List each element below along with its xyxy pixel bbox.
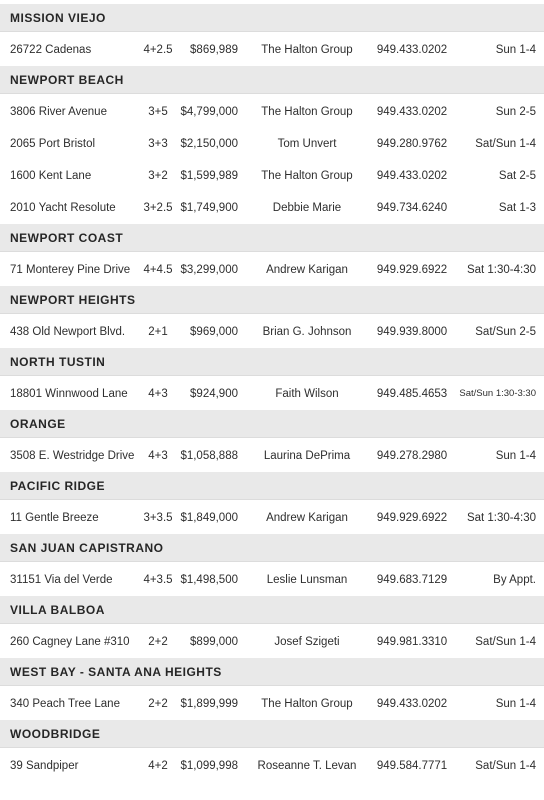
- listing-bed-bath: 3+2.5: [143, 202, 173, 214]
- listing-address: 260 Cagney Lane #310: [10, 636, 130, 648]
- listing-price: $2,150,000: [180, 138, 238, 150]
- listing-price: $924,900: [190, 388, 238, 400]
- listing-row: [0, 688, 544, 720]
- listing-row: [0, 440, 544, 472]
- listing-open-house-time: Sat 1-3: [498, 202, 536, 214]
- listing-row: [0, 160, 544, 192]
- listing-address: 31151 Via del Verde: [10, 574, 113, 586]
- section-header: PACIFIC RIDGE: [0, 472, 544, 500]
- listing-row: [0, 626, 544, 658]
- listing-price: $1,498,500: [180, 574, 238, 586]
- listing-open-house-time: Sat 1:30-4:30: [466, 264, 536, 276]
- listing-agent: Tom Unvert: [277, 138, 337, 150]
- listing-price: $869,989: [190, 44, 238, 56]
- listing-open-house-time: By Appt.: [493, 574, 536, 586]
- listing-phone: 949.433.0202: [376, 44, 448, 56]
- section-header: NEWPORT COAST: [0, 224, 544, 252]
- listing-row: [0, 502, 544, 534]
- listing-bed-bath: 3+3: [148, 138, 168, 150]
- section-header: VILLA BALBOA: [0, 596, 544, 624]
- listing-address: 3508 E. Westridge Drive: [10, 450, 135, 462]
- listing-agent: Josef Szigeti: [274, 636, 340, 648]
- listing-row: [0, 316, 544, 348]
- listing-agent: The Halton Group: [261, 44, 353, 56]
- section-header: NEWPORT BEACH: [0, 66, 544, 94]
- section-header: NEWPORT HEIGHTS: [0, 286, 544, 314]
- listing-address: 71 Monterey Pine Drive: [10, 264, 131, 276]
- listing-bed-bath: 3+3.5: [143, 512, 173, 524]
- listing-phone: 949.981.3310: [376, 636, 448, 648]
- listing-phone: 949.584.7771: [376, 760, 448, 772]
- listing-open-house-time: Sat 1:30-4:30: [466, 512, 536, 524]
- listing-phone: 949.683.7129: [376, 574, 448, 586]
- listing-address: 340 Peach Tree Lane: [10, 698, 120, 710]
- listing-bed-bath: 2+1: [148, 326, 168, 338]
- listing-row: [0, 34, 544, 66]
- listing-open-house-time: Sun 2-5: [495, 106, 536, 118]
- listing-bed-bath: 3+5: [148, 106, 168, 118]
- listing-agent: Debbie Marie: [272, 202, 342, 214]
- listing-phone: 949.280.9762: [376, 138, 448, 150]
- listing-address: 39 Sandpiper: [10, 760, 79, 772]
- listing-phone: 949.929.6922: [376, 264, 448, 276]
- listing-phone: 949.433.0202: [376, 170, 448, 182]
- listing-price: $1,749,900: [180, 202, 238, 214]
- listing-row: [0, 564, 544, 596]
- open-house-listings-table: [0, 4, 544, 782]
- listing-price: $969,000: [190, 326, 238, 338]
- listing-price: $3,299,000: [180, 264, 238, 276]
- listing-agent: The Halton Group: [261, 170, 353, 182]
- listing-row: [0, 254, 544, 286]
- listing-agent: The Halton Group: [261, 698, 353, 710]
- listing-address: 3806 River Avenue: [10, 106, 107, 118]
- listing-agent: Brian G. Johnson: [262, 326, 352, 338]
- listing-address: 2010 Yacht Resolute: [10, 202, 116, 214]
- listing-row: [0, 192, 544, 224]
- listing-phone: 949.433.0202: [376, 106, 448, 118]
- listing-open-house-time: Sat/Sun 1-4: [475, 760, 536, 772]
- listing-open-house-time: Sat/Sun 1:30-3:30: [459, 388, 536, 399]
- listing-bed-bath: 4+3: [148, 388, 168, 400]
- listing-address: 2065 Port Bristol: [10, 138, 96, 150]
- listing-agent: The Halton Group: [261, 106, 353, 118]
- listing-address: 11 Gentle Breeze: [10, 512, 99, 524]
- listing-price: $1,599,989: [180, 170, 238, 182]
- listing-price: $1,899,999: [180, 698, 238, 710]
- listing-open-house-time: Sat/Sun 2-5: [475, 326, 536, 338]
- listing-bed-bath: 4+4.5: [143, 264, 173, 276]
- listing-row: [0, 750, 544, 782]
- listing-bed-bath: 4+2.5: [143, 44, 173, 56]
- listing-open-house-time: Sun 1-4: [495, 450, 536, 462]
- listing-phone: 949.939.8000: [376, 326, 448, 338]
- listing-price: $4,799,000: [180, 106, 238, 118]
- listing-address: 1600 Kent Lane: [10, 170, 92, 182]
- listing-open-house-time: Sun 1-4: [495, 44, 536, 56]
- listing-bed-bath: 2+2: [148, 636, 168, 648]
- listing-open-house-time: Sat/Sun 1-4: [475, 138, 536, 150]
- listing-agent: Roseanne T. Levan: [257, 760, 357, 772]
- section-header: ORANGE: [0, 410, 544, 438]
- listing-price: $1,849,000: [180, 512, 238, 524]
- listing-row: [0, 378, 544, 410]
- listing-open-house-time: Sat/Sun 1-4: [475, 636, 536, 648]
- section-header: WOODBRIDGE: [0, 720, 544, 748]
- listing-bed-bath: 3+2: [148, 170, 168, 182]
- section-header: MISSION VIEJO: [0, 4, 544, 32]
- listing-open-house-time: Sun 1-4: [495, 698, 536, 710]
- listing-address: 18801 Winnwood Lane: [10, 388, 128, 400]
- listing-price: $1,099,998: [180, 760, 238, 772]
- listing-phone: 949.485.4653: [376, 388, 448, 400]
- listing-address: 438 Old Newport Blvd.: [10, 326, 126, 338]
- listing-agent: Andrew Karigan: [266, 264, 348, 276]
- listing-agent: Andrew Karigan: [266, 512, 348, 524]
- listing-price: $899,000: [190, 636, 238, 648]
- listing-open-house-time: Sat 2-5: [498, 170, 536, 182]
- listing-address: 26722 Cadenas: [10, 44, 92, 56]
- listing-row: [0, 128, 544, 160]
- section-header: NORTH TUSTIN: [0, 348, 544, 376]
- listing-bed-bath: 4+3.5: [143, 574, 173, 586]
- listing-phone: 949.433.0202: [376, 698, 448, 710]
- listing-bed-bath: 4+2: [148, 760, 168, 772]
- listing-price: $1,058,888: [180, 450, 238, 462]
- listing-agent: Faith Wilson: [275, 388, 339, 400]
- section-header: WEST BAY - SANTA ANA HEIGHTS: [0, 658, 544, 686]
- listing-agent: Leslie Lunsman: [266, 574, 348, 586]
- listing-bed-bath: 4+3: [148, 450, 168, 462]
- listing-agent: Laurina DePrima: [263, 450, 351, 462]
- listing-phone: 949.734.6240: [376, 202, 448, 214]
- listing-phone: 949.929.6922: [376, 512, 448, 524]
- listing-row: [0, 96, 544, 128]
- section-header: SAN JUAN CAPISTRANO: [0, 534, 544, 562]
- listing-bed-bath: 2+2: [148, 698, 168, 710]
- listing-phone: 949.278.2980: [376, 450, 448, 462]
